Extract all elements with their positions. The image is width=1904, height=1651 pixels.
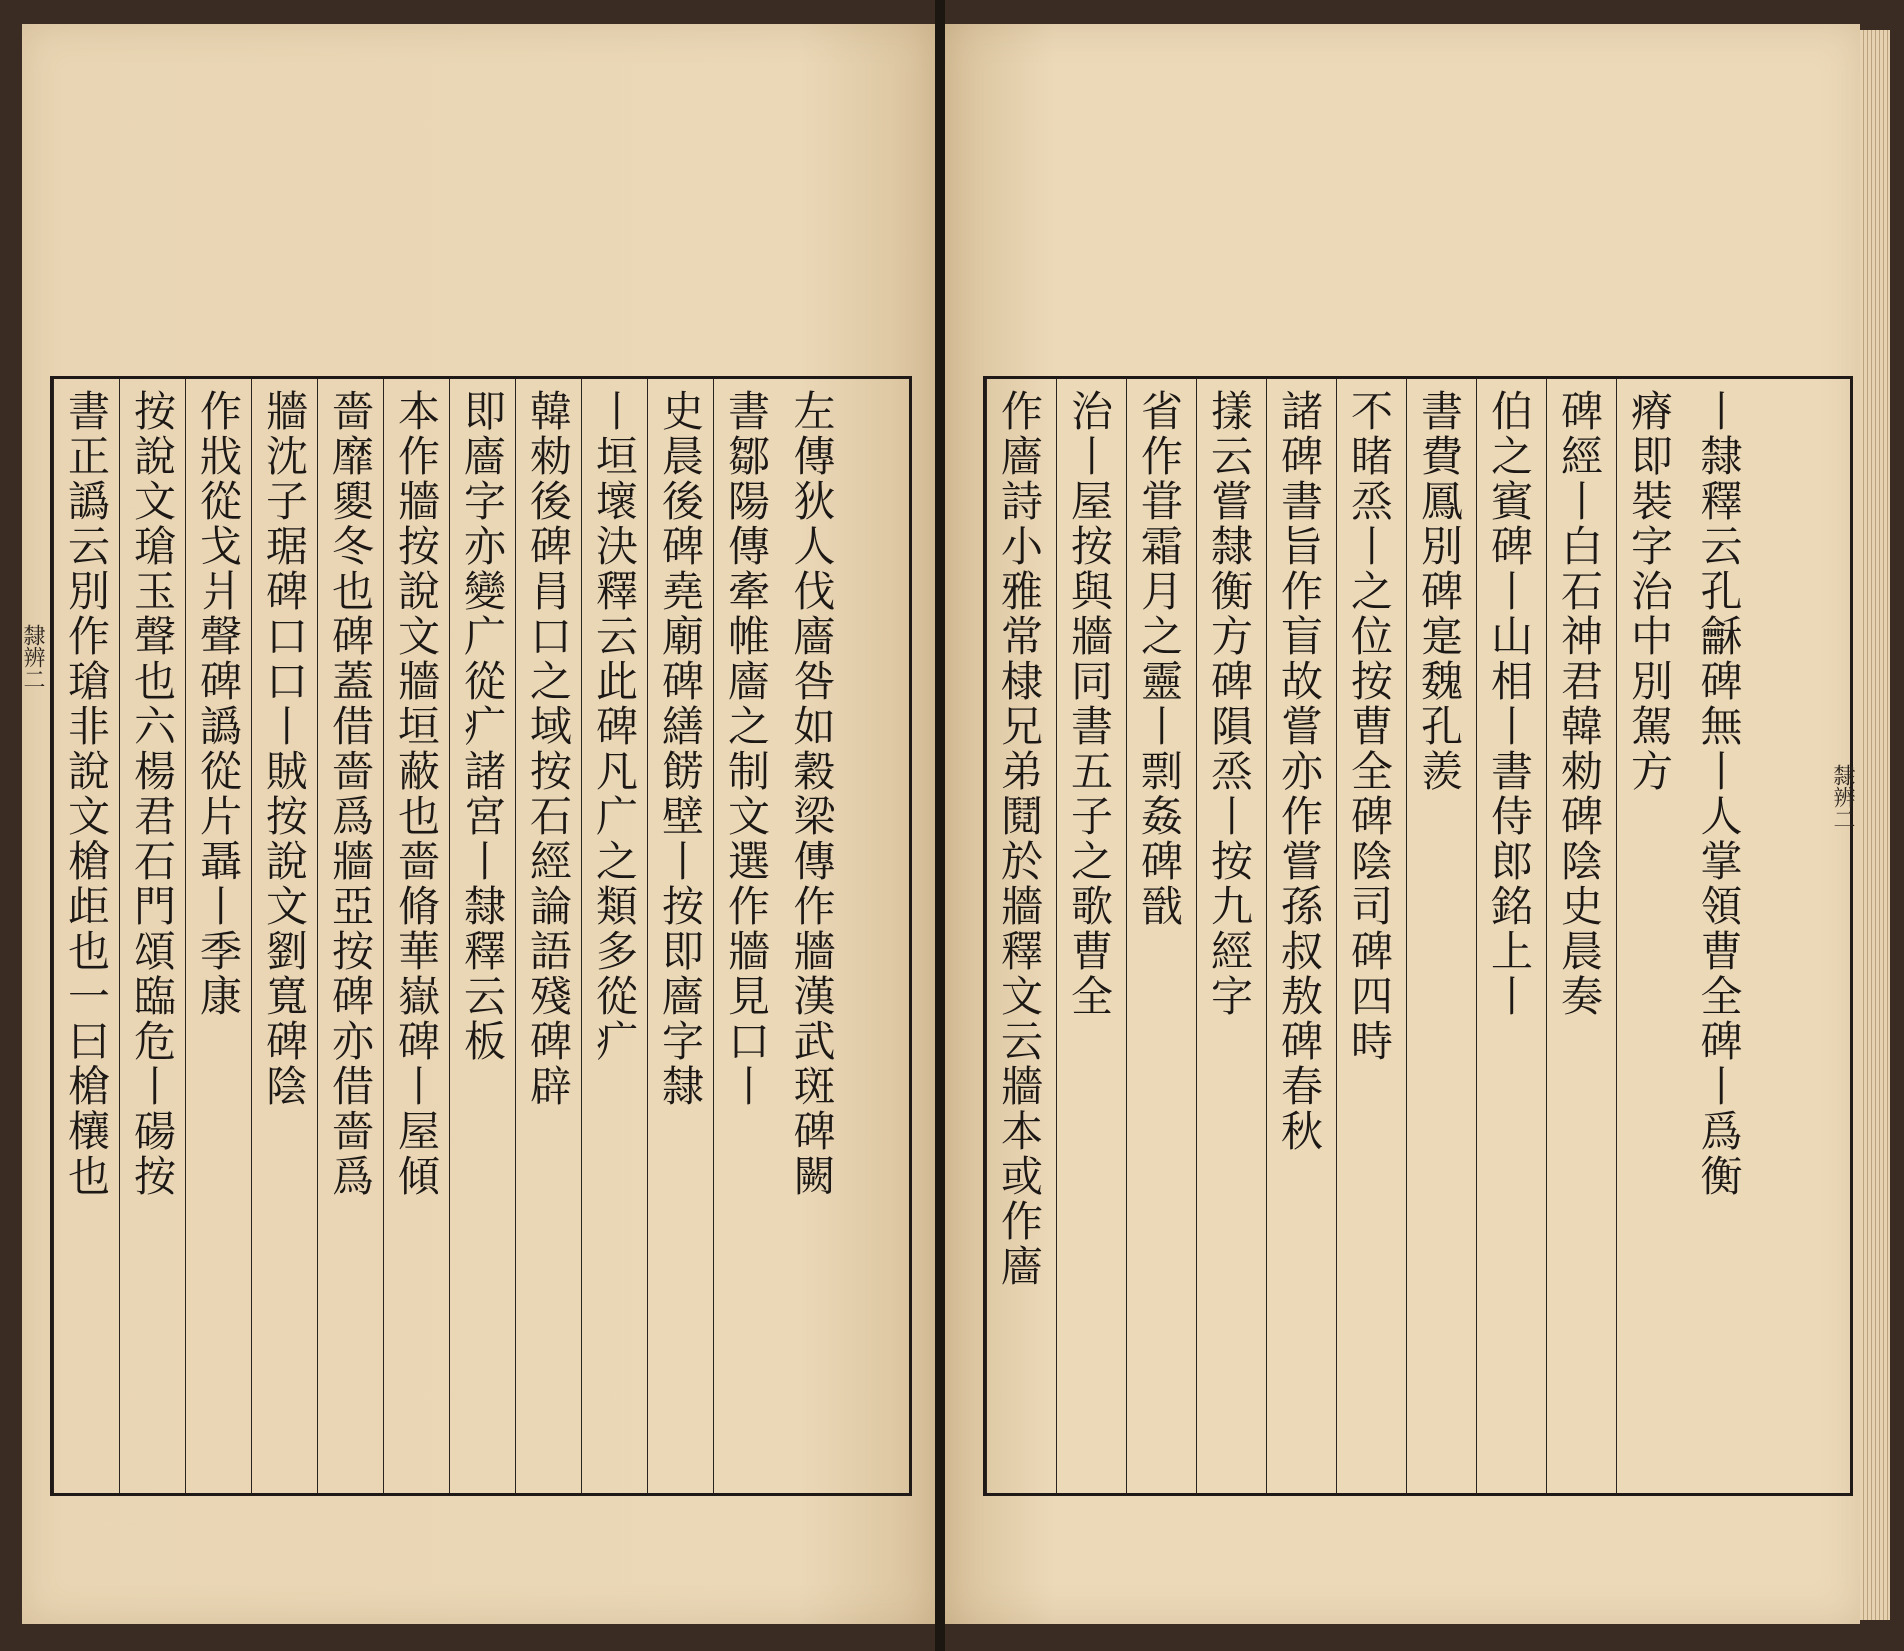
column-text: 瘠即裝字治中別駕方 [1625, 389, 1675, 794]
column-text: 牆沈子琚碑口口丨賊按說文劉寬碑陰 [260, 389, 310, 1109]
column-text: 嗇靡夓冬也碑蓋借嗇爲牆亞按碑亦借嗇爲 [326, 389, 376, 1199]
column-text: 左傳狄人伐廧咎如穀梁傳作牆漢武斑碑闕 [787, 389, 837, 1199]
left-text-frame [50, 376, 912, 1496]
column-text: 按說文瑲玉聲也六楊君石門頌臨危丨碭按 [128, 389, 178, 1199]
text-column [581, 379, 647, 1493]
column-text: 書費鳳別碑寔魏孔羨 [1415, 389, 1465, 794]
right-text-frame [983, 376, 1853, 1496]
column-text: 本作牆按說文牆垣蔽也嗇脩華嶽碑丨屋傾 [392, 389, 442, 1199]
book-gutter [935, 0, 945, 1651]
column-text: 省作甞霜月之靈丨剽姦碑戩 [1135, 389, 1185, 929]
column-text: 諸碑書旨作盲故嘗亦作嘗孫叔敖碑春秋 [1275, 389, 1325, 1154]
text-column [1406, 379, 1472, 1493]
page-stack-edges [1860, 30, 1890, 1620]
fore-edge-label-right: 隸辨二 [1830, 764, 1855, 830]
column-text: 韓勑後碑肙口之域按石經論語殘碑辟 [524, 389, 574, 1109]
text-column [449, 379, 515, 1493]
column-text: 書正譌云別作瑲非說文槍歫也一曰槍欀也 [62, 389, 112, 1199]
text-column [119, 379, 185, 1493]
text-column [1616, 379, 1682, 1493]
text-column [1196, 379, 1262, 1493]
text-column [647, 379, 713, 1493]
text-column [1126, 379, 1192, 1493]
fore-edge-label-left: 隸辨二 [20, 624, 45, 690]
column-text: 即廧字亦變广從疒諸宮丨隸釋云板 [458, 389, 508, 1064]
column-text: 史晨後碑堯廟碑繕餝壁丨按即廧字隸 [656, 389, 706, 1109]
column-text: 㨾云嘗隸衡方碑隕烝丨按九經字 [1205, 389, 1255, 1019]
right-page [945, 24, 1860, 1624]
text-column [515, 379, 581, 1493]
text-column [986, 379, 1052, 1493]
column-text: 作廧詩小雅常棣兄弟鬩於牆釋文云牆本或作廧 [995, 389, 1045, 1289]
column-text: 作戕從戈爿聲碑譌從片聶丨季康 [194, 389, 244, 1019]
text-column [1336, 379, 1402, 1493]
text-column [251, 379, 317, 1493]
text-column [1266, 379, 1332, 1493]
column-text: 治丨屋按與牆同書五子之歌曹全 [1065, 389, 1115, 1019]
text-column [1476, 379, 1542, 1493]
left-page [22, 24, 935, 1624]
column-text: 丨垣壞決釋云此碑凡广之類多從疒 [590, 389, 640, 1064]
text-column [1546, 379, 1612, 1493]
text-column [779, 379, 845, 1493]
text-column [713, 379, 779, 1493]
column-text: 不睹烝丨之位按曹全碑陰司碑四時 [1345, 389, 1395, 1064]
text-column [1056, 379, 1122, 1493]
column-text: 碑經丨白石神君韓勑碑陰史晨奏 [1555, 389, 1605, 1019]
text-column [185, 379, 251, 1493]
text-column [1686, 379, 1752, 1493]
text-column [383, 379, 449, 1493]
column-text: 書鄒陽傳牽帷廧之制文選作牆見口丨 [722, 389, 772, 1109]
text-column [317, 379, 383, 1493]
text-column [53, 379, 119, 1493]
column-text: 丨隸釋云孔龢碑無丨人掌領曹全碑丨爲衡 [1694, 389, 1744, 1199]
column-text: 伯之賓碑丨山相丨書侍郎銘上丨 [1485, 389, 1535, 1019]
